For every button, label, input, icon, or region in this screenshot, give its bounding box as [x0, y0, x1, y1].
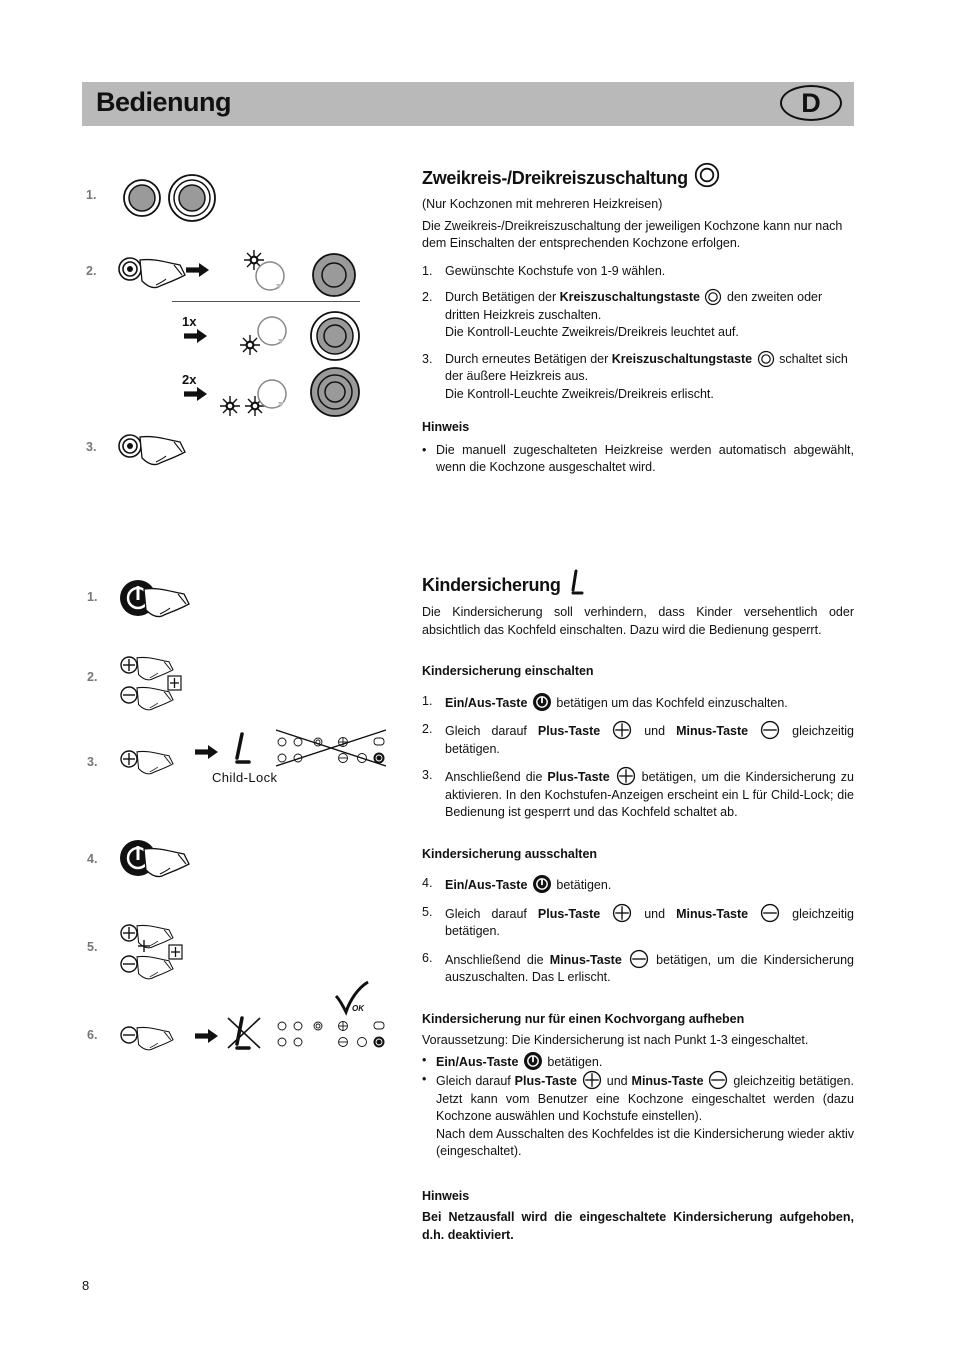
circuit-icon [695, 163, 719, 187]
list-item: • Die manuell zugeschalteten Heizkreise werden automatisch abgewählt, wenn die Kochzone ausgeschaltet wird. [422, 442, 854, 477]
section-subtitle: (Nur Kochzonen mit mehreren Heizkreisen) [422, 197, 663, 211]
list-item: 3. Durch erneutes Betätigen der Kreiszuschaltungstaste schaltet sich der äußere Heizkreis aus. Die Kontroll-Leuchte Zweikreis/Dreikreis erlischt. [422, 351, 848, 401]
power-icon [533, 875, 551, 893]
child-lock-icon [567, 569, 585, 595]
list-item: 6. Anschließend die Minus-Taste betätigen, um die Kindersicherung auszuschalten. Das L erlischt. [422, 950, 854, 984]
illustration-step-2: 2. [87, 670, 98, 684]
illustration-step-1: 1. [86, 188, 97, 202]
steps-list [422, 875, 854, 987]
illustration-step-1: 1. [87, 590, 98, 604]
circuit-button-press-illustration [116, 240, 366, 310]
subsection-title: Kindersicherung einschalten [422, 664, 594, 678]
ok-label: OK [352, 1004, 364, 1013]
once-press-illustration [180, 310, 365, 365]
twice-press-illustration [180, 366, 365, 421]
list-item: 1. Gewünschte Kochstufe von 1-9 wählen. [422, 263, 666, 278]
page-header [82, 82, 854, 126]
list-item: 2. Durch Betätigen der Kreiszuschaltungstaste den zweiten oder dritten Heizkreis zuschalten. Die Kontroll-Leuchte Zweikreis/Dreikreis leuchtet auf. [422, 290, 823, 339]
precondition-text: Voraussetzung: Die Kindersicherung ist nach Punkt 1-3 eingeschaltet. [422, 1033, 809, 1047]
plus-minus-press-illustration [118, 654, 198, 709]
illustration-step-4: 4. [87, 852, 98, 866]
note-list [422, 442, 854, 477]
note-title: Hinweis [422, 1188, 470, 1203]
section-title: Zweikreis-/Dreikreiszuschaltung [422, 163, 854, 189]
press-once-label: 1x [182, 314, 197, 329]
section-intro: Die Zweikreis-/Dreikreiszuschaltung der jeweiligen Kochzone kann nur nach dem Einschalten der entsprechenden Kochzone erfolgen. [422, 218, 843, 250]
language-badge: D [780, 85, 842, 121]
minus-icon [761, 904, 779, 922]
power-icon [524, 1052, 542, 1070]
plus-minus-press-illustration [118, 922, 198, 977]
list-item: 3. Anschließend die Plus-Taste betätigen, um die Kindersicherung zu aktivieren. In den Kochstufen-Anzeigen erscheint ein L für Child-Lock; die Bedienung ist gesperrt und das Kochfeld schaltet ab. [422, 768, 854, 819]
minus-icon [709, 1071, 727, 1089]
list-item: 2. Gleich darauf Plus-Taste und Minus-Taste gleichzeitig betätigen. [422, 722, 854, 756]
illustration-step-2: 2. [86, 264, 97, 278]
plus-icon [583, 1071, 601, 1089]
section-circuit-switching [422, 163, 854, 477]
cooking-zone-illustration [120, 174, 220, 224]
subsection-title: Kindersicherung ausschalten [422, 846, 598, 861]
plus-icon [613, 904, 631, 922]
list-item: • Ein/Aus-Taste betätigen. [422, 1052, 854, 1072]
minus-icon [630, 950, 648, 968]
section-title: Kindersicherung [422, 569, 854, 596]
page-title: Bedienung [96, 87, 231, 117]
list-item: • Gleich darauf Plus-Taste und Minus-Taste gleichzeitig betätigen. Jetzt kann vom Benutzer eine Kochzone eingeschaltet werden (dazu Kochzone auswählen und Kochstufe einstellen). Nach dem Ausschalten des Kochfeldes ist die Kindersicherung wieder aktiv (eingeschaltet). [422, 1071, 854, 1161]
steps-list [422, 263, 854, 404]
page-number: 8 [82, 1278, 90, 1293]
child-lock-deactivation-illustration [118, 982, 393, 1062]
list-item: 5. Gleich darauf Plus-Taste und Minus-Taste gleichzeitig betätigen. [422, 904, 854, 938]
bullet-list [422, 1052, 854, 1161]
illustration-step-3: 3. [86, 440, 97, 454]
plus-icon [617, 767, 635, 785]
power-button-press-illustration [118, 840, 188, 890]
press-twice-label: 2x [182, 372, 197, 387]
illustration-step-5: 5. [87, 940, 98, 954]
minus-icon [761, 721, 779, 739]
plus-icon [613, 721, 631, 739]
illustration-step-3: 3. [87, 755, 98, 769]
section-intro: Die Kindersicherung soll verhindern, dass Kinder versehentlich oder absichtlich das Kochfeld einschalten. Dazu wird die Bedienung gesperrt. [422, 605, 854, 637]
power-icon [533, 693, 551, 711]
child-lock-label: Child-Lock [212, 770, 278, 785]
illustration-step-6: 6. [87, 1028, 98, 1042]
subsection-title: Kindersicherung nur für einen Kochvorgang aufheben [422, 1011, 745, 1026]
list-item: 1. Ein/Aus-Taste betätigen um das Kochfeld einzuschalten. [422, 693, 788, 710]
section-child-lock [422, 569, 854, 1244]
note-text: Bei Netzausfall wird die eingeschaltete Kindersicherung aufgehoben, d.h. deaktiviert. [422, 1210, 854, 1242]
power-button-press-illustration [118, 578, 188, 628]
circuit-key-icon [705, 289, 721, 305]
circuit-button-press-again-illustration [116, 424, 186, 474]
steps-list [422, 693, 854, 822]
divider [172, 301, 360, 302]
circuit-key-icon [758, 351, 774, 367]
note-title: Hinweis [422, 420, 470, 434]
list-item: 4. Ein/Aus-Taste betätigen. [422, 876, 612, 892]
